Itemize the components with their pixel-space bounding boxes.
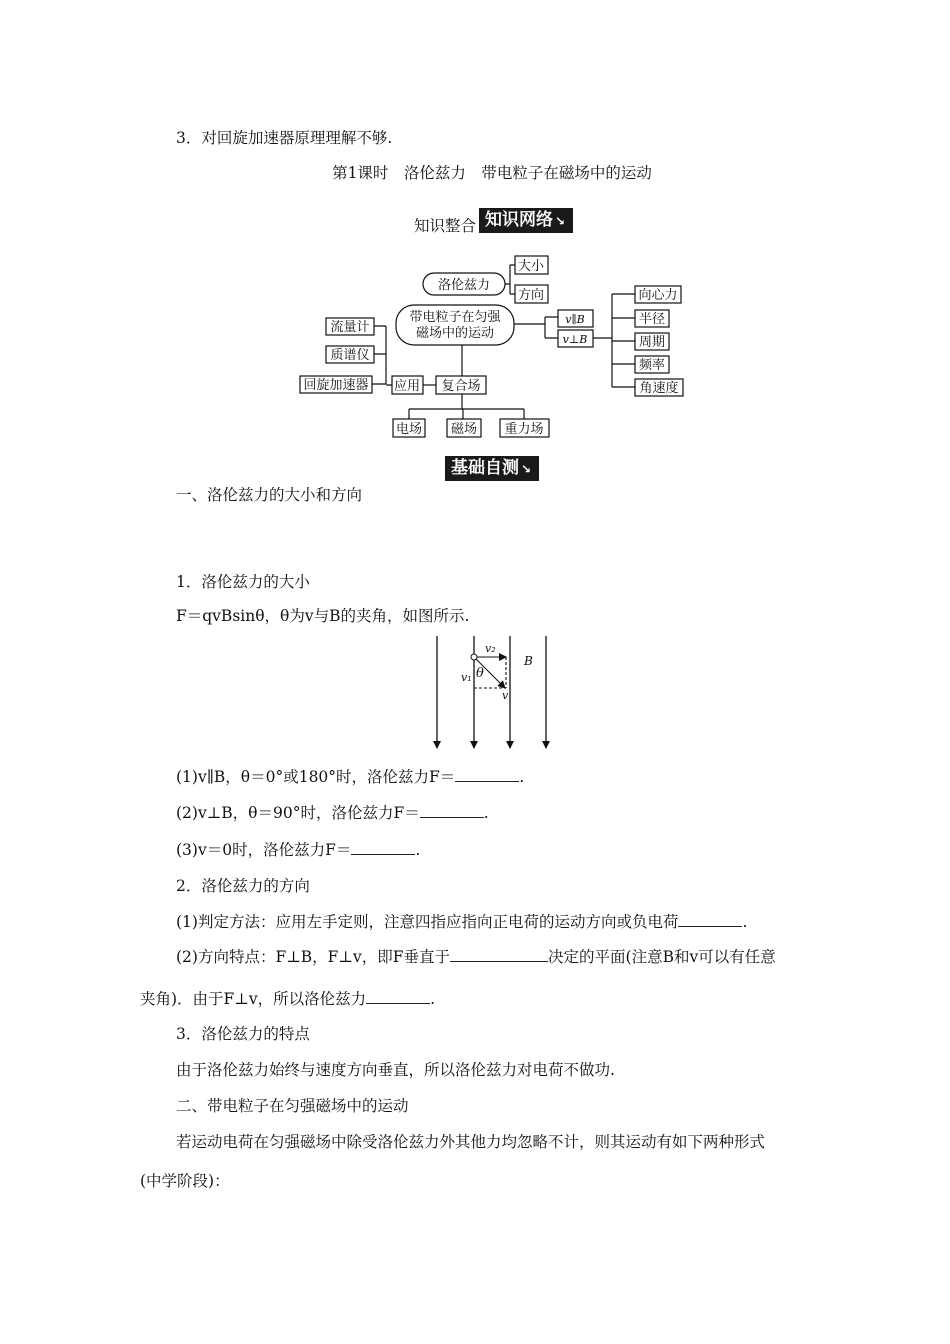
dir2-text-b: 决定的平面(注意B和v可以有任意 bbox=[548, 948, 776, 966]
charge-particle bbox=[471, 654, 477, 660]
mindmap-parallel: v∥B bbox=[565, 313, 585, 326]
dir1-text: (1)判定方法：应用左手定则，注意四指应指向正电荷的运动方向或负电荷 bbox=[176, 913, 679, 931]
mindmap-motion-line1: 带电粒子在匀强 bbox=[409, 310, 501, 325]
label-B: B bbox=[524, 654, 533, 668]
mindmap-perpendicular: v⊥B bbox=[562, 333, 588, 346]
corner-arrow-icon: ↘ bbox=[521, 462, 532, 476]
case3-text: (3)v＝0时，洛伦兹力F＝ bbox=[176, 841, 352, 859]
lesson-title: 第1课时 洛伦兹力 带电粒子在磁场中的运动 bbox=[332, 164, 652, 182]
dir2-blank[interactable] bbox=[450, 947, 548, 962]
dir2c-period: . bbox=[430, 990, 436, 1008]
mindmap-gravity-field: 重力场 bbox=[504, 422, 544, 437]
s1-item3-title: 3．洛伦兹力的特点 bbox=[176, 1025, 310, 1043]
mindmap-direction: 方向 bbox=[517, 288, 545, 303]
mindmap-application: 应用 bbox=[393, 379, 421, 394]
mindmap-angular-velocity: 角速度 bbox=[639, 381, 679, 396]
case2-blank[interactable] bbox=[420, 803, 484, 818]
mindmap-period: 周期 bbox=[638, 335, 666, 350]
case3-line bbox=[176, 840, 420, 860]
s1-item1-title: 1．洛伦兹力的大小 bbox=[176, 573, 310, 591]
dir2-line bbox=[176, 947, 776, 967]
mindmap-magnetic-field: 磁场 bbox=[450, 422, 478, 437]
intro-item: 3．对回旋加速器原理理解不够. bbox=[176, 129, 393, 147]
case3-period: . bbox=[415, 841, 421, 859]
s1-item2-title: 2．洛伦兹力的方向 bbox=[176, 877, 310, 895]
mindmap-mass-spectrometer: 质谱仪 bbox=[330, 348, 370, 363]
mindmap-composite-field: 复合场 bbox=[441, 379, 481, 394]
label-theta: θ bbox=[476, 666, 484, 681]
dir1-line bbox=[176, 912, 747, 932]
case1-line bbox=[176, 767, 524, 787]
formula-line: F＝qvBsinθ，θ为v与B的夹角，如图所示. bbox=[176, 607, 470, 625]
mindmap-magnitude: 大小 bbox=[517, 259, 545, 274]
dir1-blank[interactable] bbox=[678, 912, 742, 927]
dir2-text-c: 夹角)．由于F⊥v，所以洛伦兹力 bbox=[140, 990, 367, 1008]
mindmap-electric-field: 电场 bbox=[395, 422, 423, 437]
section1-title: 一、洛伦兹力的大小和方向 bbox=[176, 486, 363, 504]
corner-arrow-icon: ↘ bbox=[555, 214, 566, 228]
case1-period: . bbox=[519, 768, 525, 786]
s1-item3-text: 由于洛伦兹力始终与速度方向垂直，所以洛伦兹力对电荷不做功. bbox=[176, 1061, 615, 1079]
case3-blank[interactable] bbox=[351, 840, 415, 855]
mindmap-centripetal: 向心力 bbox=[638, 288, 678, 303]
case1-blank[interactable] bbox=[455, 767, 519, 782]
knowledge-prefix: 知识整合 bbox=[414, 217, 477, 235]
mindmap-radius: 半径 bbox=[638, 312, 666, 327]
label-v2: v₂ bbox=[485, 642, 496, 655]
s2-text-a: 若运动电荷在匀强磁场中除受洛伦兹力外其他力均忽略不计，则其运动有如下两种形式 bbox=[176, 1133, 766, 1151]
case2-text: (2)v⊥B，θ＝90°时，洛伦兹力F＝ bbox=[176, 804, 420, 822]
case1-text: (1)v∥B，θ＝0°或180°时，洛伦兹力F＝ bbox=[176, 768, 456, 786]
mindmap-frequency: 频率 bbox=[638, 358, 666, 373]
dir1-period: . bbox=[742, 913, 748, 931]
s2-text-b: (中学阶段)： bbox=[140, 1172, 230, 1190]
dir2c-line bbox=[140, 989, 435, 1009]
basic-test-label: 基础自测 bbox=[451, 458, 519, 478]
case2-line bbox=[176, 803, 489, 823]
knowledge-network-label: 知识网络 bbox=[485, 210, 553, 230]
mindmap-lorentz: 洛伦兹力 bbox=[437, 278, 491, 293]
label-v: v bbox=[502, 689, 509, 702]
case2-period: . bbox=[483, 804, 489, 822]
mindmap-flowmeter: 流量计 bbox=[330, 320, 370, 335]
section2-title: 二、带电粒子在匀强磁场中的运动 bbox=[176, 1097, 409, 1115]
mindmap-motion-line2: 磁场中的运动 bbox=[415, 326, 495, 341]
label-v1: v₁ bbox=[461, 671, 472, 684]
dir2c-blank[interactable] bbox=[366, 989, 430, 1004]
mindmap-cyclotron: 回旋加速器 bbox=[303, 378, 369, 393]
dir2-text-a: (2)方向特点：F⊥B，F⊥v，即F垂直于 bbox=[176, 948, 451, 966]
